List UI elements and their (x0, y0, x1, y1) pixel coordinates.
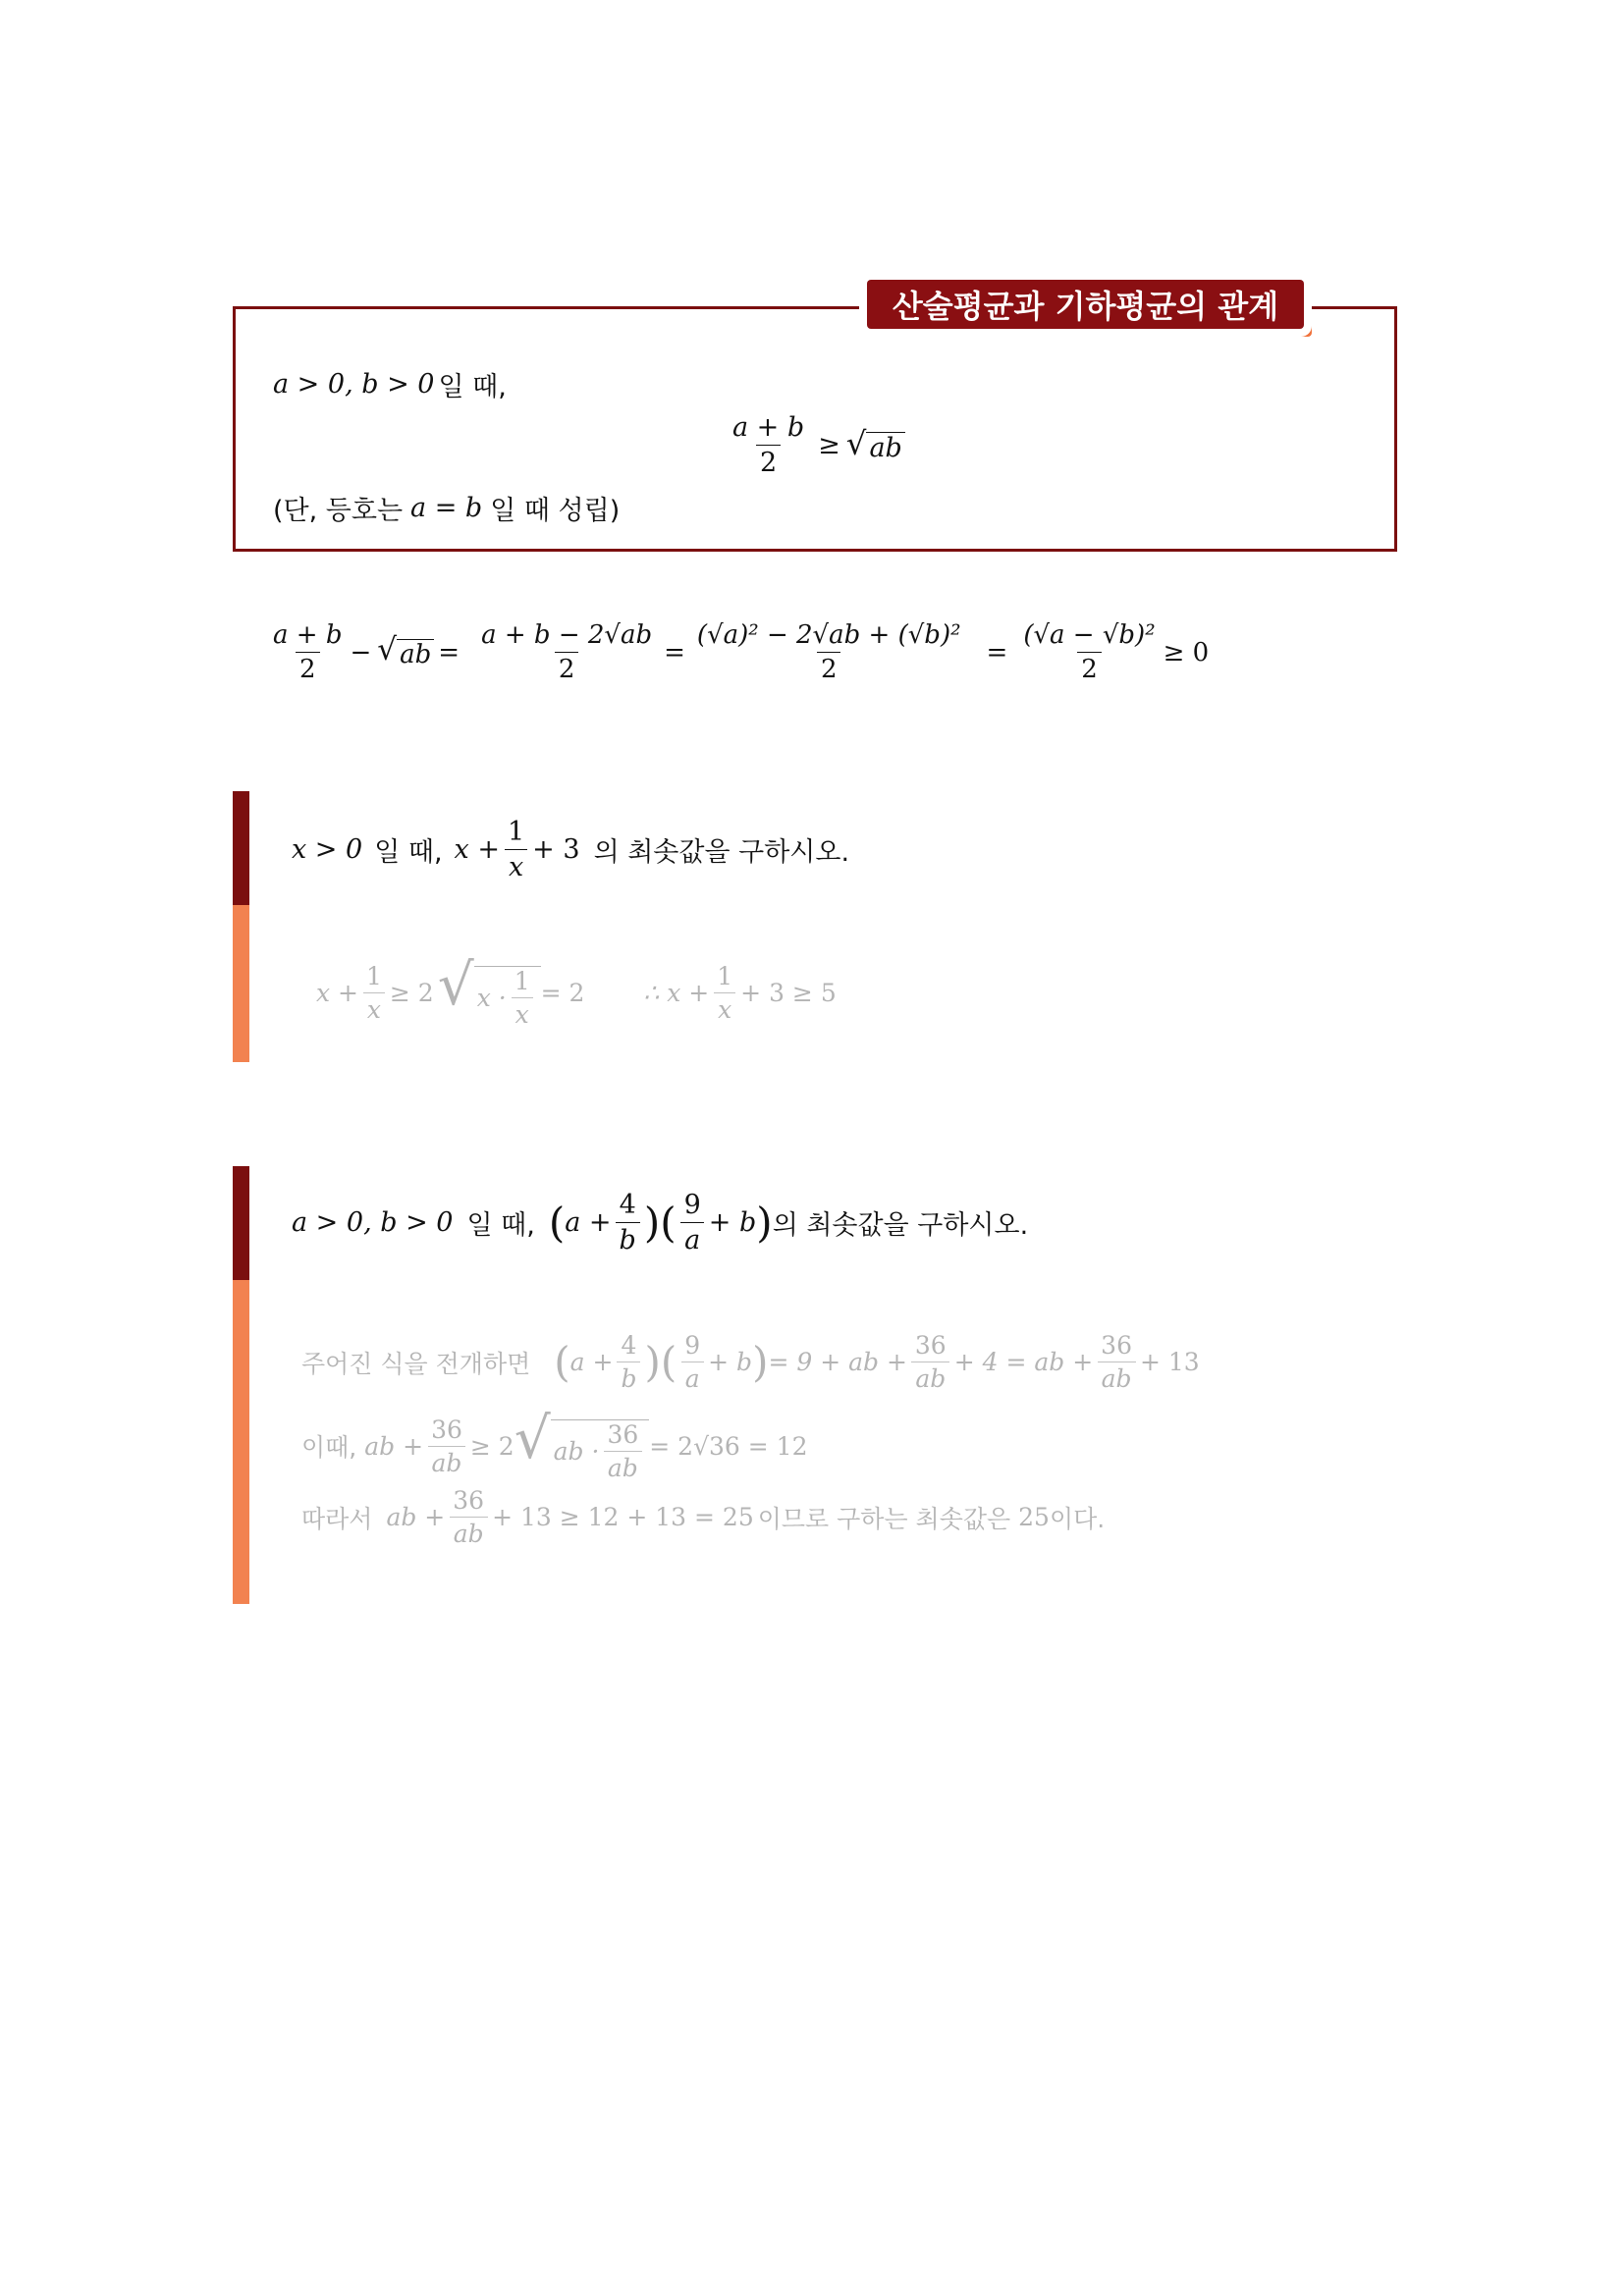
solution-2-line-2-end: = 2√36 = 12 (649, 1431, 808, 1461)
theorem-condition (273, 365, 507, 403)
proof-sqrt-radicand: ab (397, 639, 434, 669)
proof-term-2 (477, 620, 656, 684)
solution-2-line-3-num: 36 (453, 1486, 485, 1515)
solution-2-fraction-2 (680, 1331, 704, 1393)
solution-2-line-3-text: 따라서 (301, 1504, 373, 1533)
problem-1-solution (316, 951, 837, 1029)
solution-2-line-2-num: 36 (431, 1415, 462, 1444)
formula-numerator: a + b (732, 412, 805, 443)
formula-relation: ≥ (818, 430, 840, 460)
problem-2-solution-line-3 (301, 1486, 1105, 1548)
paren-close: ) (644, 1337, 661, 1386)
note-math: a = b (410, 493, 483, 523)
paren-open: ( (554, 1337, 570, 1386)
proof-line (265, 620, 1209, 684)
solution-1-mid: ≥ 2 (389, 978, 434, 1007)
proof-eq-1: = (438, 637, 460, 667)
solution-2-line-3-pre: ab + (386, 1503, 446, 1531)
problem-1-question (292, 817, 849, 882)
solution-1-num-2: 1 (717, 961, 733, 990)
problem-2-den-2: a (680, 1222, 704, 1255)
paren-close: ) (756, 1198, 773, 1247)
solution-1-end: + 3 ≥ 5 (740, 978, 837, 1007)
proof-term-3 (693, 620, 965, 684)
problem-1-text: 의 최솟값을 구하시오. (593, 837, 850, 868)
solution-2-den-2: a (681, 1362, 704, 1393)
problem-2-question-bar (233, 1166, 249, 1280)
solution-2-root-num: 36 (607, 1420, 639, 1449)
solution-2-end: + 13 (1139, 1348, 1200, 1376)
proof-term-3-num: (√a)² − 2√ab + (√b)² (696, 620, 961, 650)
condition-text: 일 때, (438, 372, 507, 402)
solution-2-b: + b (708, 1348, 753, 1376)
solution-2-fraction-3 (911, 1331, 950, 1393)
radical-sign: √ (514, 1405, 551, 1471)
solution-2-den-3: ab (911, 1362, 949, 1393)
problem-2-a: a + (565, 1207, 612, 1238)
radical-sign: √ (437, 951, 474, 1018)
formula-fraction (729, 412, 808, 478)
problem-2-question (292, 1190, 1028, 1255)
problem-2-num-2: 9 (683, 1190, 701, 1220)
solution-1-root-den: x (512, 997, 533, 1029)
solution-2-line-2-den: ab (428, 1446, 466, 1477)
solution-2-fraction-4 (1097, 1331, 1136, 1393)
solution-1-den-2: x (714, 992, 735, 1024)
solution-1-den: x (363, 992, 385, 1024)
solution-2-num-3: 36 (914, 1331, 947, 1360)
paren-close: ) (752, 1337, 769, 1386)
proof-eq-2: = (664, 637, 685, 667)
solution-2-den-1: b (617, 1362, 640, 1393)
problem-2-text: 의 최솟값을 구하시오. (772, 1210, 1029, 1241)
problem-1-num: 1 (507, 817, 525, 847)
proof-term-4 (1019, 620, 1159, 684)
paren-open: ( (660, 1198, 677, 1247)
proof-tail: ≥ 0 (1163, 637, 1210, 667)
radical-sign: √ (377, 632, 398, 667)
solution-2-eq: = 9 + ab + (768, 1348, 907, 1376)
proof-term-2-den: 2 (555, 652, 579, 684)
am-gm-formula (725, 412, 905, 478)
problem-2-num-1: 4 (619, 1190, 636, 1220)
problem-2-b: + b (708, 1207, 757, 1238)
solution-1-fraction-2 (713, 962, 736, 1024)
formula-denominator: 2 (756, 445, 781, 478)
formula-sqrt (845, 424, 905, 463)
solution-2-line-1-text: 주어진 식을 전개하면 (301, 1349, 531, 1378)
equality-note (273, 489, 620, 527)
problem-1-expr-pre: x + (454, 834, 500, 865)
problem-2-fraction-1 (616, 1190, 640, 1255)
solution-2-line-2-fraction (427, 1415, 466, 1477)
note-close: 일 때 성립) (490, 496, 621, 526)
problem-2-condition: a > 0, b > 0 (292, 1207, 454, 1238)
proof-term-4-den: 2 (1077, 652, 1102, 684)
problem-1-fraction (504, 817, 528, 882)
proof-term-1 (269, 620, 346, 684)
problem-2-solution-line-2 (301, 1405, 808, 1482)
solution-2-line-2-mid: ≥ 2 (469, 1431, 514, 1461)
paren-open: ( (548, 1198, 566, 1247)
solution-2-num-4: 36 (1101, 1331, 1132, 1360)
proof-minus: − (350, 637, 372, 667)
solution-2-line-3-den: ab (450, 1517, 488, 1548)
solution-2-a: a + (569, 1348, 614, 1376)
solution-2-line-3-end: 이다. (1049, 1504, 1106, 1533)
solution-2-root-pre: ab · (553, 1437, 600, 1466)
solution-1-root-fraction (511, 967, 534, 1029)
solution-2-fraction-1 (617, 1331, 640, 1393)
solution-1-sqrt (437, 951, 541, 1029)
solution-1-radicand (474, 966, 541, 1029)
solution-2-num-2: 9 (684, 1331, 701, 1360)
solution-2-line-2-radicand (551, 1419, 650, 1482)
solution-1-therefore: ∴ x + (643, 978, 710, 1007)
problem-2-den-1: b (616, 1222, 640, 1255)
solution-2-line-2-text: 이때, (301, 1433, 357, 1462)
problem-1-when: 일 때, (374, 837, 443, 868)
problem-2-solution-line-1 (301, 1331, 1200, 1393)
proof-term-1-den: 2 (296, 652, 320, 684)
condition-math: a > 0, b > 0 (273, 369, 435, 400)
solution-2-den-4: ab (1098, 1362, 1136, 1393)
solution-1-pre: x + (316, 978, 358, 1007)
solution-2-line-2-sqrt (514, 1405, 650, 1482)
problem-1-question-bar (233, 791, 249, 905)
problem-1-condition: x > 0 (292, 834, 363, 865)
theorem-title: 산술평균과 기하평균의 관계 (867, 280, 1304, 329)
solution-1-fraction (362, 962, 386, 1024)
solution-2-answer: 25 (1018, 1503, 1050, 1531)
problem-2-fraction-2 (680, 1190, 705, 1255)
problem-1-expr-post: + 3 (532, 834, 580, 865)
problem-1-den: x (505, 849, 527, 882)
solution-1-root-pre: x · (476, 984, 507, 1012)
problem-1-solution-bar (233, 905, 249, 1062)
proof-term-3-den: 2 (817, 652, 841, 684)
solution-2-root-fraction (603, 1420, 642, 1482)
problem-2-solution-bar (233, 1280, 249, 1604)
paren-open: ( (660, 1337, 677, 1386)
solution-2-line-3-text-2: 이므로 구하는 최솟값은 (757, 1504, 1011, 1533)
solution-2-root-den: ab (604, 1451, 642, 1482)
paren-close: ) (643, 1198, 661, 1247)
proof-term-2-num: a + b − 2√ab (481, 620, 653, 650)
proof-term-1-num: a + b (273, 620, 343, 650)
note-open: (단, 등호는 (273, 496, 404, 526)
solution-1-root-num: 1 (514, 967, 530, 995)
proof-sqrt (377, 632, 434, 669)
solution-2-line-3-mid: + 13 ≥ 12 + 13 = 25 (492, 1503, 754, 1531)
solution-2-line-3-fraction (449, 1486, 488, 1548)
solution-1-eq: = 2 (540, 978, 585, 1007)
solution-2-line-2-pre: ab + (364, 1431, 424, 1461)
proof-term-4-num: (√a − √b)² (1023, 620, 1156, 650)
problem-2-when: 일 때, (466, 1210, 535, 1241)
proof-eq-3: = (986, 637, 1008, 667)
formula-radicand: ab (866, 432, 904, 463)
solution-1-num: 1 (366, 961, 382, 990)
solution-2-mid: + 4 = ab + (953, 1348, 1094, 1376)
solution-2-num-1: 4 (621, 1331, 637, 1360)
radical-sign: √ (845, 424, 867, 462)
